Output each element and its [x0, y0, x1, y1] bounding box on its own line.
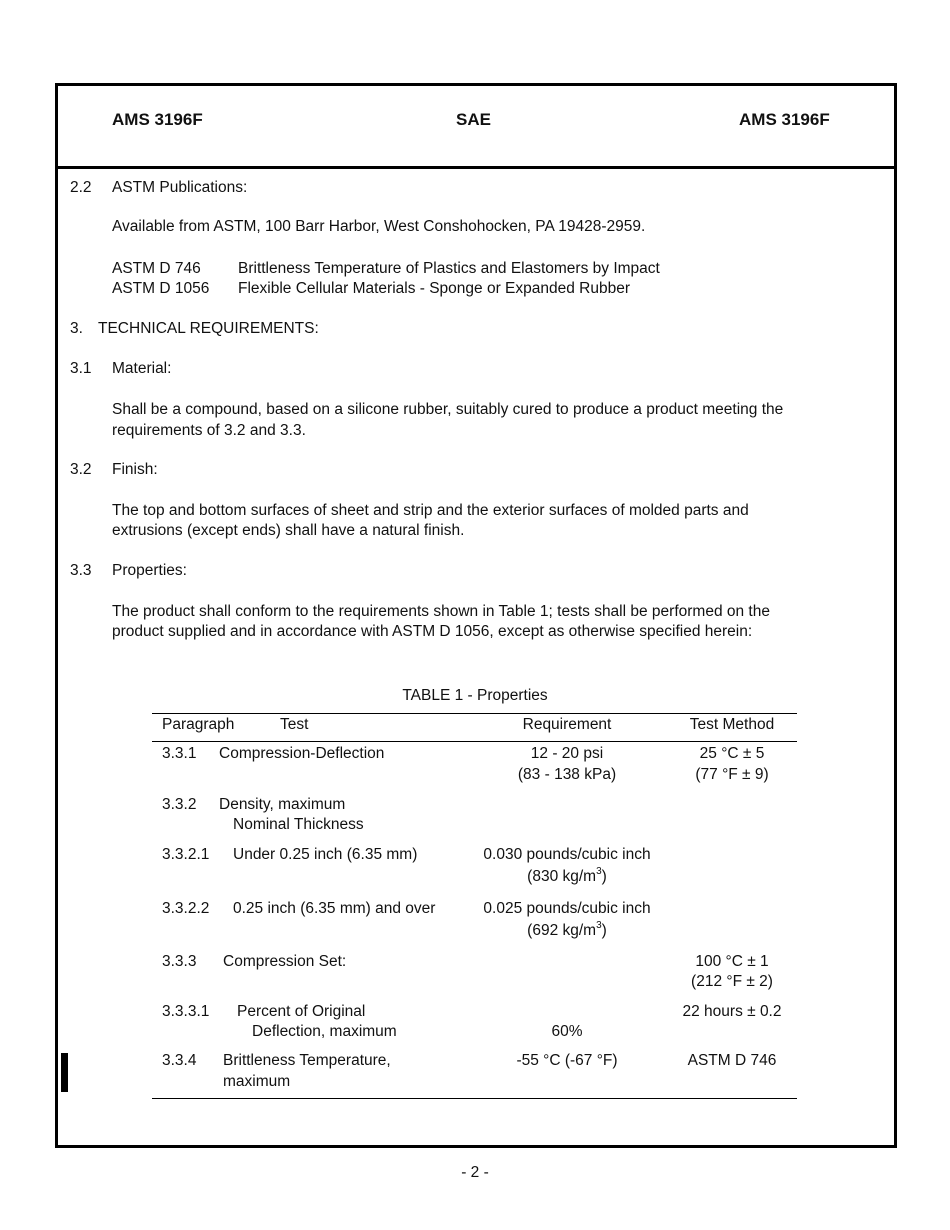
paragraph-number: 3.3.2.2 — [162, 900, 210, 917]
reference-code: ASTM D 1056 — [112, 280, 210, 297]
requirement-value — [467, 921, 667, 941]
reference-code: ASTM D 746 — [112, 260, 201, 277]
body-text: requirements of 3.2 and 3.3. — [112, 422, 306, 439]
superscript: 3 — [596, 866, 602, 877]
column-header-requirement: Requirement — [522, 716, 612, 733]
paragraph-number: 3.3.4 — [162, 1052, 197, 1069]
table-bottom-rule — [152, 1098, 797, 1099]
test-name: Compression Set: — [223, 953, 347, 970]
section-title: Properties: — [112, 562, 187, 579]
section-number: 3. — [70, 320, 83, 337]
body-text: Shall be a compound, based on a silicone rubber, suitably cured to produce a product meeting the — [112, 401, 784, 418]
paragraph-number: 3.3.3 — [162, 953, 197, 970]
requirement-value: 0.025 pounds/cubic inch — [483, 900, 651, 917]
test-name: Brittleness Temperature, — [223, 1052, 391, 1069]
body-text: The top and bottom surfaces of sheet and strip and the exterior surfaces of molded parts and — [112, 502, 749, 519]
requirement-unit: (692 kg/m — [527, 922, 597, 939]
test-name: Under 0.25 inch (6.35 mm) — [233, 846, 418, 863]
test-method: ASTM D 746 — [687, 1052, 777, 1069]
requirement-value — [467, 867, 667, 887]
reference-title: Brittleness Temperature of Plastics and Elastomers by Impact — [238, 260, 660, 277]
paragraph-number: 3.3.2 — [162, 796, 197, 813]
test-method: 22 hours ± 0.2 — [682, 1003, 782, 1020]
paragraph-number: 3.3.3.1 — [162, 1003, 210, 1020]
column-header-paragraph: Paragraph — [162, 716, 235, 733]
body-text: extrusions (except ends) shall have a natural finish. — [112, 522, 465, 539]
test-method: (77 °F ± 9) — [695, 766, 769, 783]
section-number: 2.2 — [70, 179, 92, 196]
requirement-unit: (830 kg/m — [527, 868, 597, 885]
test-name: Nominal Thickness — [233, 816, 364, 833]
test-name: Deflection, maximum — [252, 1023, 397, 1040]
header-rule — [55, 166, 897, 169]
test-method: 25 °C ± 5 — [699, 745, 765, 762]
requirement-value: 60% — [551, 1023, 583, 1040]
requirement-value: 0.030 pounds/cubic inch — [483, 846, 651, 863]
requirement-value: -55 °C (-67 °F) — [516, 1052, 618, 1069]
body-text: The product shall conform to the requirements shown in Table 1; tests shall be performed on the — [112, 603, 770, 620]
requirement-value: 12 - 20 psi — [530, 745, 604, 762]
section-title: Finish: — [112, 461, 158, 478]
section-number: 3.1 — [70, 360, 92, 377]
page-number: - 2 - — [461, 1164, 489, 1181]
test-name: Compression-Deflection — [219, 745, 385, 762]
test-name: Percent of Original — [237, 1003, 366, 1020]
body-text: product supplied and in accordance with ASTM D 1056, except as otherwise specified herein: — [112, 623, 753, 640]
superscript: 3 — [596, 920, 602, 931]
revision-change-bar — [61, 1053, 68, 1092]
requirement-unit-close: ) — [601, 922, 607, 939]
test-name: Density, maximum — [219, 796, 346, 813]
section-title: Material: — [112, 360, 172, 377]
body-text: Available from ASTM, 100 Barr Harbor, West Conshohocken, PA 19428-2959. — [112, 218, 646, 235]
test-method: 100 °C ± 1 — [695, 953, 769, 970]
column-header-method: Test Method — [689, 716, 775, 733]
test-method: (212 °F ± 2) — [691, 973, 773, 990]
section-number: 3.3 — [70, 562, 92, 579]
table-header-rule — [152, 741, 797, 742]
header-doc-id-right: AMS 3196F — [739, 110, 830, 129]
section-title: ASTM Publications: — [112, 179, 248, 196]
reference-title: Flexible Cellular Materials - Sponge or Expanded Rubber — [238, 280, 631, 297]
test-name: maximum — [223, 1073, 291, 1090]
header-org: SAE — [456, 110, 491, 129]
test-name: 0.25 inch (6.35 mm) and over — [233, 900, 436, 917]
header-doc-id-left: AMS 3196F — [112, 110, 203, 129]
section-number: 3.2 — [70, 461, 92, 478]
paragraph-number: 3.3.1 — [162, 745, 197, 762]
paragraph-number: 3.3.2.1 — [162, 846, 210, 863]
table-top-rule — [152, 713, 797, 714]
column-header-test: Test — [280, 716, 309, 733]
requirement-unit-close: ) — [601, 868, 607, 885]
table-caption: TABLE 1 - Properties — [402, 687, 548, 704]
requirement-value: (83 - 138 kPa) — [517, 766, 617, 783]
section-title: TECHNICAL REQUIREMENTS: — [98, 320, 319, 337]
